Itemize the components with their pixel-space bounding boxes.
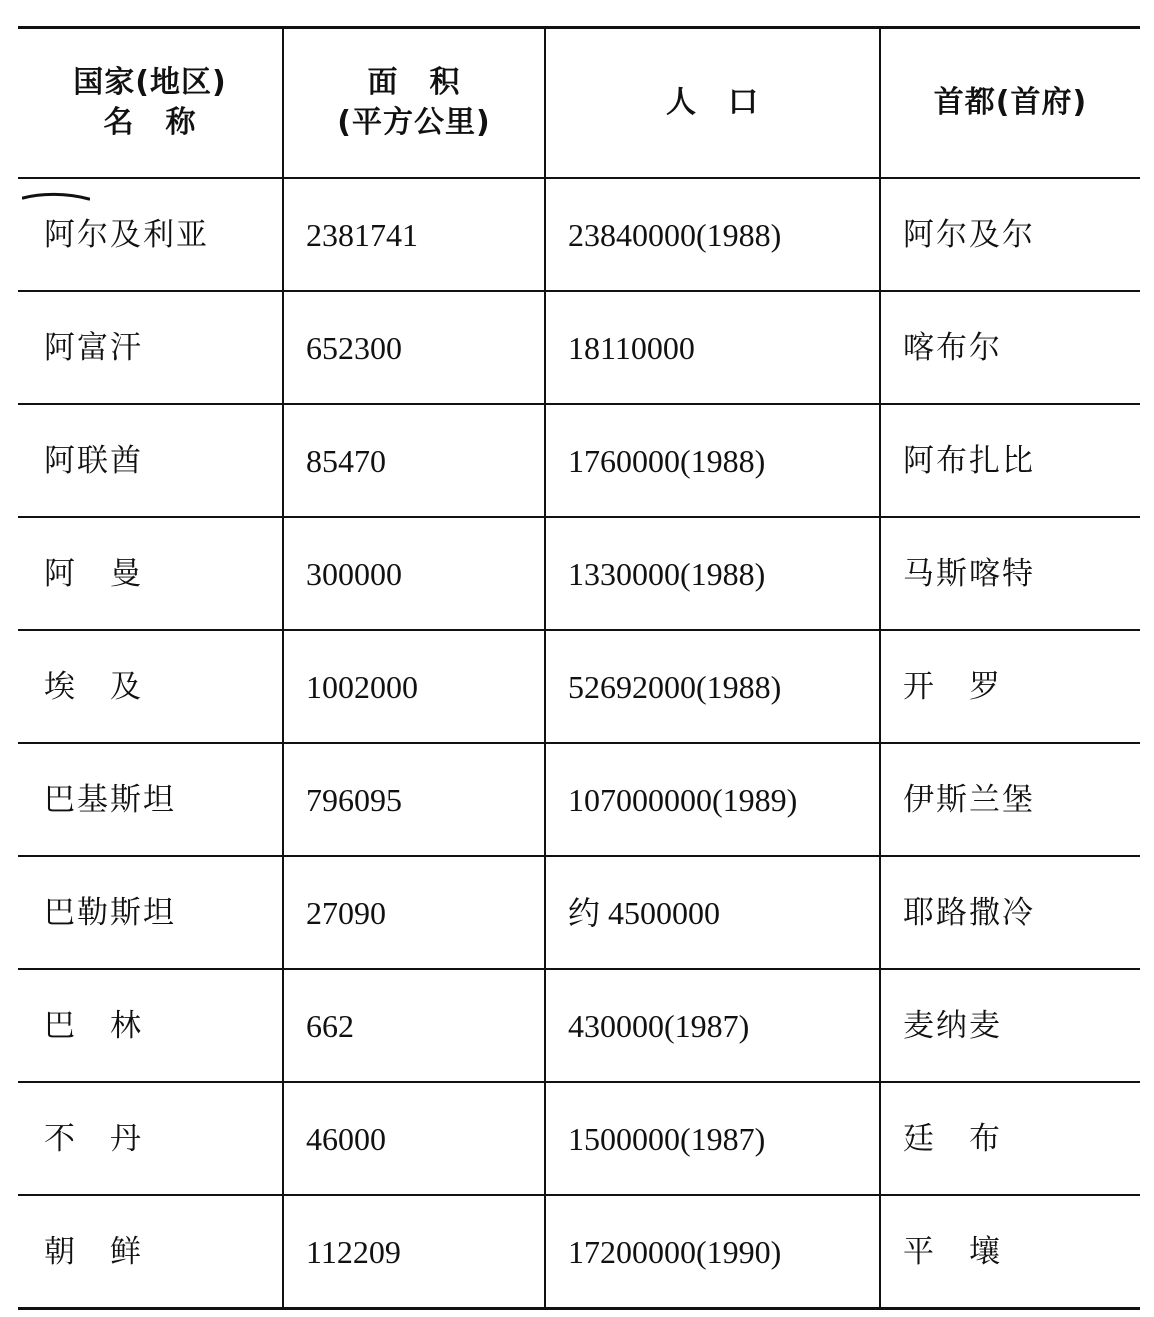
header-name-line1: 国家(地区) bbox=[73, 65, 227, 100]
cell-capital: 平 壤 bbox=[880, 1195, 1140, 1309]
cell-population: 23840000(1988) bbox=[545, 178, 880, 291]
cell-area: 796095 bbox=[283, 743, 545, 856]
table-row bbox=[18, 517, 1140, 630]
cell-area: 85470 bbox=[283, 404, 545, 517]
cell-area: 27090 bbox=[283, 856, 545, 969]
header-area-line1: 面 积 bbox=[367, 65, 461, 100]
cell-country-name: 巴基斯坦 bbox=[18, 743, 283, 856]
cell-country-name: 朝 鲜 bbox=[18, 1195, 283, 1309]
table-row bbox=[18, 743, 1140, 856]
cell-area: 2381741 bbox=[283, 178, 545, 291]
cell-area: 112209 bbox=[283, 1195, 545, 1309]
cell-population: 430000(1987) bbox=[545, 969, 880, 1082]
header-name bbox=[18, 28, 283, 179]
cell-population: 17200000(1990) bbox=[545, 1195, 880, 1309]
header-row bbox=[18, 28, 1140, 179]
cell-country-name: 巴勒斯坦 bbox=[18, 856, 283, 969]
cell-country-name: 巴 林 bbox=[18, 969, 283, 1082]
cell-capital: 阿布扎比 bbox=[880, 404, 1140, 517]
cell-capital: 耶路撒冷 bbox=[880, 856, 1140, 969]
table-row bbox=[18, 1195, 1140, 1309]
cell-country-name: 埃 及 bbox=[18, 630, 283, 743]
table-row bbox=[18, 969, 1140, 1082]
cell-country-name: 阿联酋 bbox=[18, 404, 283, 517]
cell-area: 46000 bbox=[283, 1082, 545, 1195]
cell-capital: 阿尔及尔 bbox=[880, 178, 1140, 291]
header-area-line2: (平方公里) bbox=[337, 105, 491, 140]
table-row bbox=[18, 178, 1140, 291]
cell-capital: 廷 布 bbox=[880, 1082, 1140, 1195]
table-row bbox=[18, 1082, 1140, 1195]
cell-capital: 开 罗 bbox=[880, 630, 1140, 743]
header-name-line2: 名 称 bbox=[103, 105, 197, 140]
header-capital bbox=[880, 28, 1140, 179]
cell-capital: 喀布尔 bbox=[880, 291, 1140, 404]
cell-area: 662 bbox=[283, 969, 545, 1082]
header-area bbox=[283, 28, 545, 179]
cell-country-name: 不 丹 bbox=[18, 1082, 283, 1195]
cell-population: 1760000(1988) bbox=[545, 404, 880, 517]
cell-population: 107000000(1989) bbox=[545, 743, 880, 856]
cell-country-name: 阿尔及利亚 bbox=[18, 178, 283, 291]
country-table bbox=[18, 26, 1140, 1310]
header-capital-label: 首都(首府) bbox=[933, 85, 1088, 120]
cell-area: 1002000 bbox=[283, 630, 545, 743]
cell-country-name: 阿富汗 bbox=[18, 291, 283, 404]
cell-population: 约 4500000 bbox=[545, 856, 880, 969]
cell-capital: 伊斯兰堡 bbox=[880, 743, 1140, 856]
cell-population: 18110000 bbox=[545, 291, 880, 404]
header-population-label: 人 口 bbox=[666, 85, 759, 120]
table-row bbox=[18, 291, 1140, 404]
table-row bbox=[18, 404, 1140, 517]
table-body bbox=[18, 178, 1140, 1309]
cell-capital: 麦纳麦 bbox=[880, 969, 1140, 1082]
header-population bbox=[545, 28, 880, 179]
table-row bbox=[18, 630, 1140, 743]
cell-country-name: 阿 曼 bbox=[18, 517, 283, 630]
cell-population: 52692000(1988) bbox=[545, 630, 880, 743]
cell-population: 1500000(1987) bbox=[545, 1082, 880, 1195]
cell-population: 1330000(1988) bbox=[545, 517, 880, 630]
cell-capital: 马斯喀特 bbox=[880, 517, 1140, 630]
cell-area: 300000 bbox=[283, 517, 545, 630]
table-header bbox=[18, 28, 1140, 179]
table-row bbox=[18, 856, 1140, 969]
cell-area: 652300 bbox=[283, 291, 545, 404]
